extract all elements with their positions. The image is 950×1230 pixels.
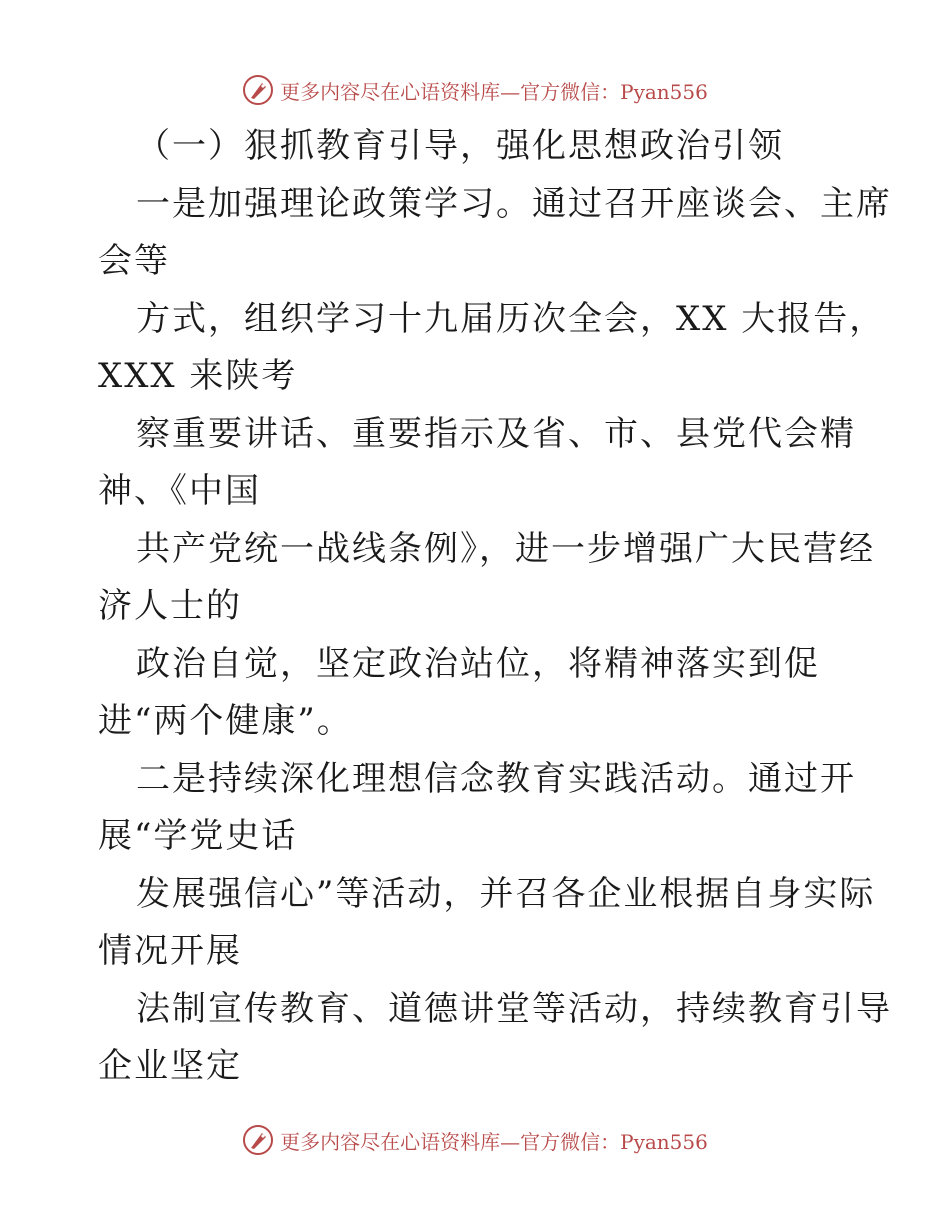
paragraph-line: 发展强信心”等活动，并召各企业根据自身实际 [136, 873, 876, 914]
paragraph-line: 神、《中国 [98, 471, 261, 511]
paragraph-line: 一是加强理论政策学习。通过召开座谈会、主席 [136, 183, 892, 224]
paragraph-line: XXX 来陕考 [98, 356, 298, 396]
paragraph-line: 企业坚定 [98, 1046, 242, 1086]
paragraph-line: 二是持续深化理想信念教育实践活动。通过开 [136, 758, 856, 799]
section-heading: （一）狠抓教育引导，强化思想政治引领 [136, 126, 784, 166]
paragraph-line: 会等 [98, 241, 170, 281]
header-banner-text: 更多内容尽在心语资料库—官方微信：Pyan556 [280, 79, 708, 104]
paragraph-line: 情况开展 [98, 931, 242, 971]
paragraph-line: 方式，组织学习十九届历次全会，XX 大报告， [136, 298, 886, 339]
header-banner [0, 70, 950, 110]
paragraph-line: 政治自觉，坚定政治站位，将精神落实到促 [136, 643, 820, 684]
pen-nib-seal-icon [242, 74, 274, 106]
paragraph-line: 法制宣传教育、道德讲堂等活动，持续教育引导 [136, 988, 892, 1029]
paragraph-line: 展“学党史话 [98, 816, 298, 856]
paragraph-line: 进“两个健康”。 [98, 701, 353, 741]
footer-banner-text: 更多内容尽在心语资料库—官方微信：Pyan556 [280, 1129, 708, 1154]
paragraph-line: 共产党统一战线条例》，进一步增强广大民营经 [136, 528, 875, 569]
paragraph-line: 察重要讲话、重要指示及省、市、县党代会精 [136, 413, 856, 454]
pen-nib-seal-icon [242, 1124, 274, 1156]
footer-banner [0, 1120, 950, 1160]
paragraph-line: 济人士的 [98, 586, 242, 626]
document-body [98, 118, 892, 1096]
